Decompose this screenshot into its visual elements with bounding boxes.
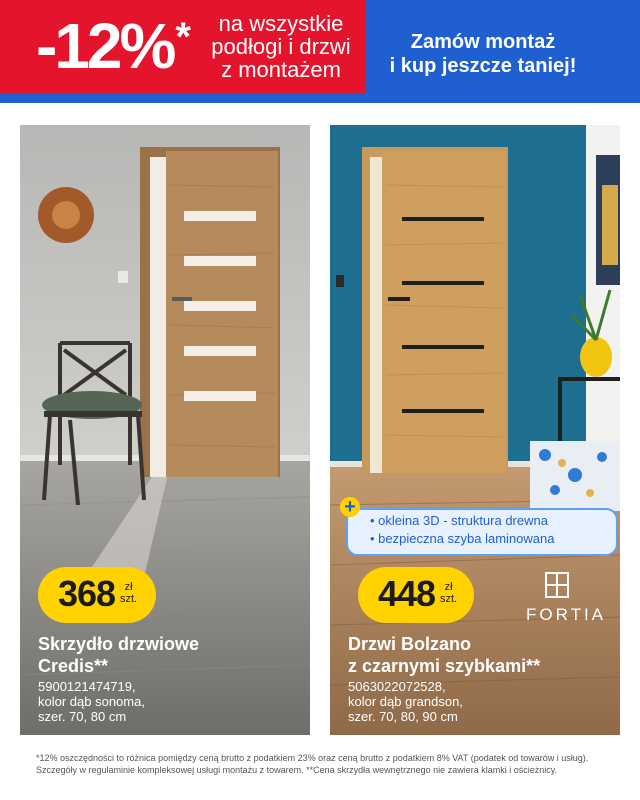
- product-details: 5063022072528, kolor dąb grandson, szer. 70, 80, 90 cm: [348, 679, 463, 724]
- product-title[interactable]: Skrzydło drzwiowe Credis**: [38, 634, 200, 676]
- discount-description: na wszystkie podłogi i drzwi z montażem: [211, 11, 351, 82]
- product-details: 5900121474719, kolor dąb sonoma, szer. 70, 80 cm: [38, 679, 145, 724]
- price-unit: zł szt.: [440, 581, 458, 605]
- product-card-bolzano[interactable]: [330, 125, 620, 735]
- footnote: *12% oszczędności to różnica pomiędzy ceną brutto z podatkiem 23% oraz ceną brutto z podatkiem 8% VAT (podatek od towarów i usług). Szczegóły w regulaminie kompleksowej usługi montażu z towarem. **Cena skrzydła wewnętrznego nie zawiera klamki i ościeżnicy.: [36, 753, 589, 775]
- brand-logo: FORTIA: [526, 605, 607, 624]
- installation-cta: Zamów montaż i kup jeszcze taniej!: [389, 31, 577, 77]
- price-badge: 448 zł szt.: [358, 567, 474, 623]
- price-unit: zł szt.: [120, 581, 138, 605]
- product-card-credis[interactable]: [20, 125, 310, 735]
- discount-panel: [0, 0, 366, 93]
- discount-value: -12%*: [36, 10, 191, 82]
- product-title[interactable]: Drzwi Bolzano z czarnymi szybkami**: [348, 634, 541, 676]
- feature-item: • bezpieczna szyba laminowana: [370, 531, 555, 546]
- price-badge: 368 zł szt.: [38, 567, 156, 623]
- feature-item: • okleina 3D - struktura drewna: [370, 513, 548, 528]
- plus-icon: +: [340, 497, 360, 517]
